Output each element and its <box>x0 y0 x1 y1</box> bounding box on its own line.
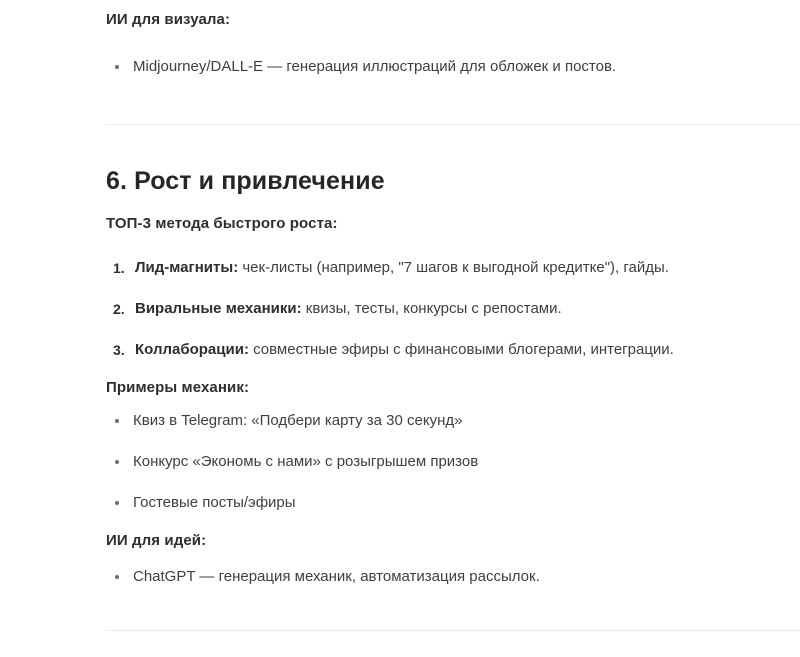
list-item <box>106 567 540 587</box>
table-row <box>106 299 674 319</box>
ai-ideas-list <box>106 567 540 587</box>
section-divider-top <box>106 124 800 125</box>
section-divider-bottom <box>106 630 800 631</box>
list-item-text: совместные эфиры с финансовыми блогерами, интеграции. <box>248 341 674 358</box>
list-item <box>106 57 616 77</box>
table-row <box>106 258 674 278</box>
table-row <box>106 340 674 360</box>
list-item <box>106 452 478 472</box>
list-item <box>106 493 478 513</box>
list-item-text: Конкурс «Экономь с нами» с розыгрышем призов <box>133 453 479 470</box>
list-item-text: квизы, тесты, конкурсы с репостами. <box>301 300 562 317</box>
ai-ideas-lead: ИИ для идей: <box>106 532 207 549</box>
page-title: 6. Рост и привлечение <box>106 167 385 195</box>
ai-visual-list <box>106 57 616 77</box>
list-item-text: чек-листы (например, "7 шагов к выгодной кредитке"), гайды. <box>238 259 669 276</box>
examples-lead: Примеры механик: <box>106 379 250 396</box>
list-item-strong: Лид-магниты: <box>135 259 239 276</box>
list-item-text: Midjourney/DALL-E — генерация иллюстраций для обложек и постов. <box>133 58 617 75</box>
list-item-text: Квиз в Telegram: «Подбери карту за 30 секунд» <box>133 412 463 429</box>
list-item-text: Гостевые посты/эфиры <box>133 494 296 511</box>
list-item-strong: Коллаборации: <box>135 341 249 358</box>
list-item <box>106 411 478 431</box>
list-item-strong: Виральные механики: <box>135 300 302 317</box>
top3-ordered-list <box>106 258 674 360</box>
ai-visual-lead: ИИ для визуала: <box>106 11 231 28</box>
examples-list <box>106 411 478 513</box>
list-item-text: ChatGPT — генерация механик, автоматизация рассылок. <box>133 568 540 585</box>
top3-lead: ТОП-3 метода быстрого роста: <box>106 215 338 232</box>
